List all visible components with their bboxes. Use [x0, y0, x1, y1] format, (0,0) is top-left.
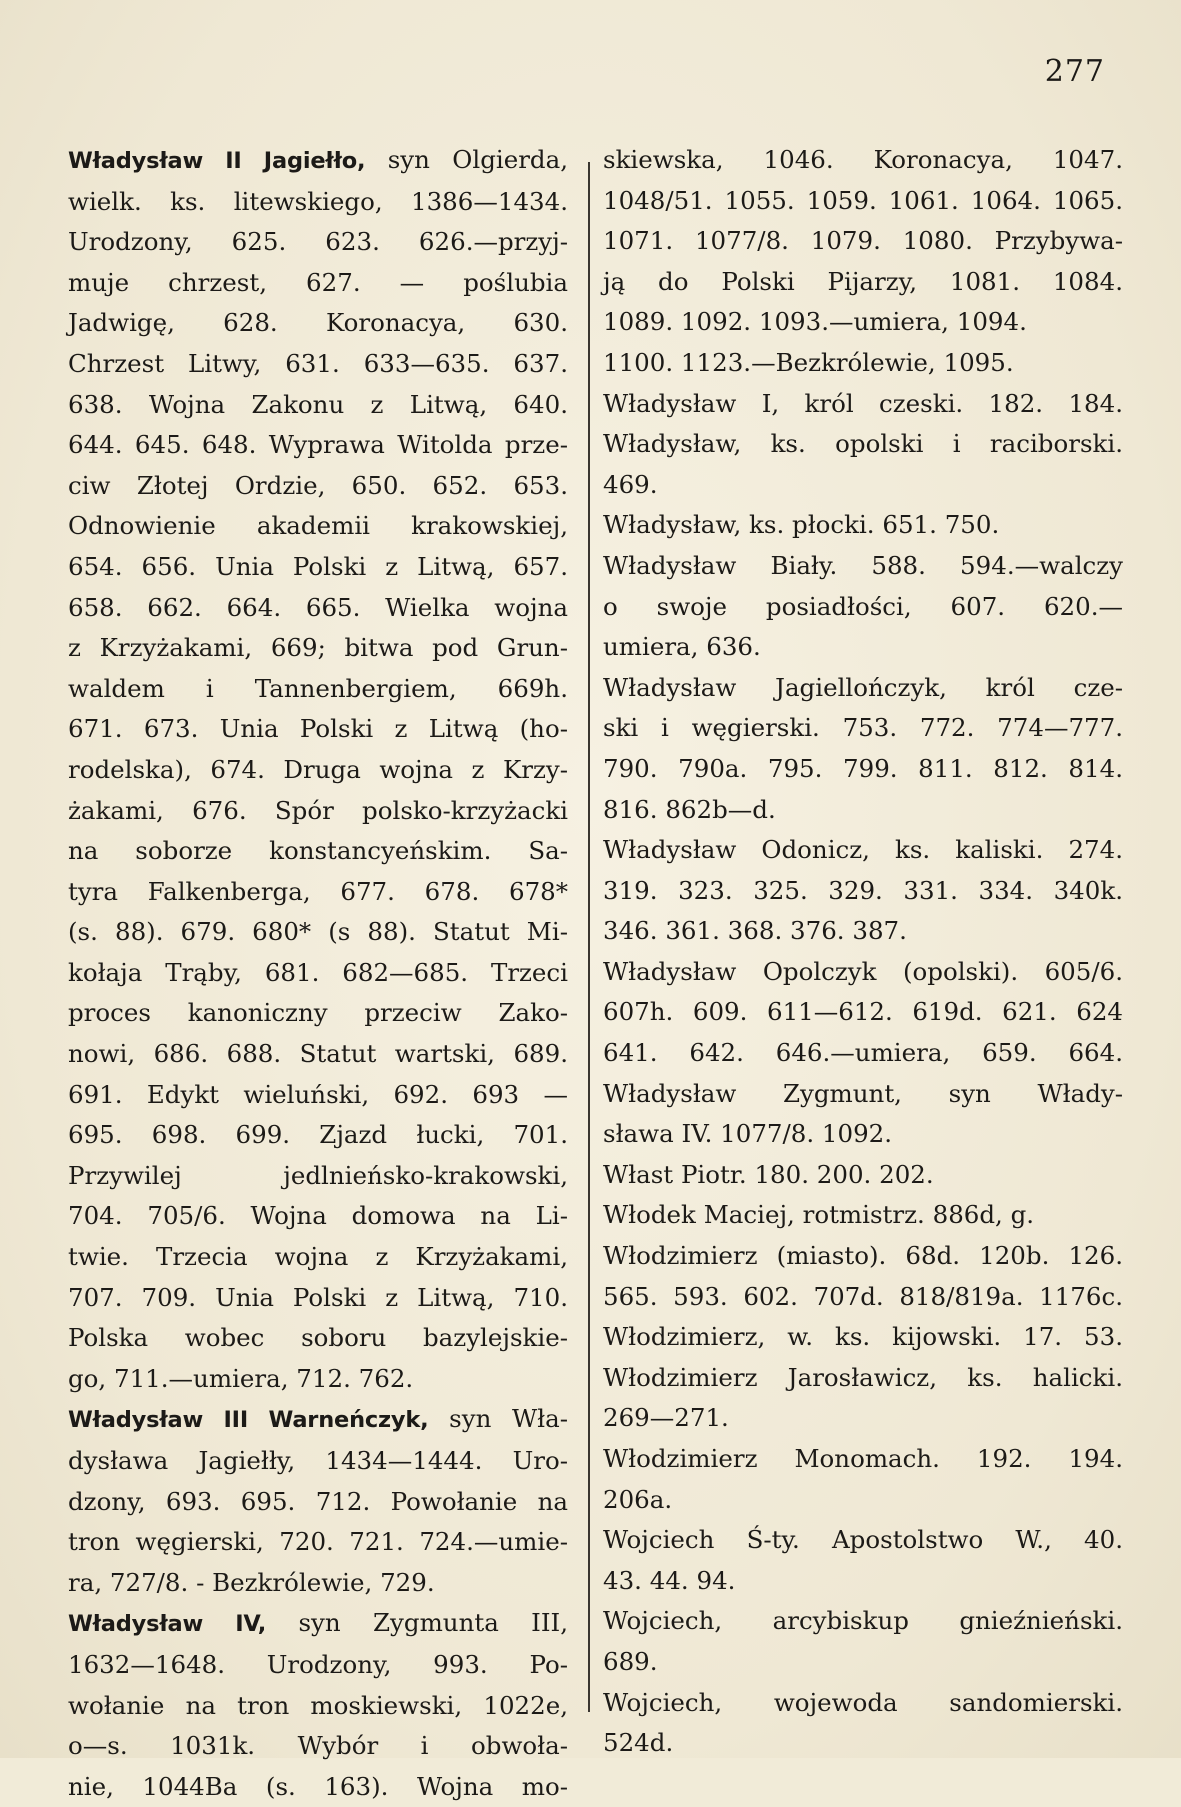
left-index-line [68, 385, 568, 426]
left-index-line [68, 628, 568, 669]
left-index-line [68, 912, 568, 953]
entry-text: Wojciech, wojewoda sandomierski. [603, 1687, 1123, 1717]
left-index-line [68, 831, 568, 872]
left-index-line [68, 1441, 568, 1482]
right-index-line [603, 627, 1123, 668]
left-index-line [68, 993, 568, 1034]
entry-text: waldem i Tannenbergiem, 669h. [68, 673, 568, 703]
entry-text: Wojciech Ś-ty. Apostolstwo W., 40. [603, 1525, 1123, 1555]
entry-text: go, 711.—umiera, 712. 762. [68, 1363, 414, 1393]
right-index-line [603, 424, 1123, 465]
entry-text: 565. 593. 602. 707d. 818/819a. 1176c. [603, 1281, 1123, 1311]
entry-text: 816. 862b—d. [603, 794, 776, 824]
left-index-line [68, 303, 568, 344]
right-index-line [603, 992, 1123, 1033]
entry-text: tron węgierski, 720. 721. 724.—umie- [68, 1527, 568, 1557]
right-index-line [603, 1074, 1123, 1115]
entry-text: Urodzony, 625. 623. 626.—przyj- [68, 227, 568, 257]
left-index-line [68, 506, 568, 547]
left-index-line [68, 669, 568, 710]
entry-text: o—s. 1031k. Wybór i obwoła- [68, 1731, 568, 1761]
right-index-line [603, 465, 1123, 506]
right-index-line [603, 1033, 1123, 1074]
right-index-line [603, 1114, 1123, 1155]
right-index-line [603, 830, 1123, 871]
left-index-line [68, 791, 568, 832]
entry-text: 319. 323. 325. 329. 331. 334. 340k. [603, 875, 1123, 905]
left-index-line [68, 1115, 568, 1156]
left-index-line [68, 1156, 568, 1197]
entry-text: 695. 698. 699. Zjazd łucki, 701. [68, 1120, 568, 1150]
entry-text: Jadwigę, 628. Koronacya, 630. [68, 308, 568, 338]
column-divider [588, 162, 590, 1712]
entry-headword: Władysław IV, [68, 1611, 267, 1638]
right-index-line [603, 181, 1123, 222]
entry-headword: Władysław II Jagiełło, [68, 148, 366, 174]
entry-text: 689. [603, 1646, 658, 1676]
left-index-line [68, 1726, 568, 1767]
left-index-line [68, 222, 568, 263]
entry-text: 206a. [603, 1484, 673, 1514]
left-index-line [68, 547, 568, 588]
left-index-line [68, 1482, 568, 1523]
entry-text: 658. 662. 664. 665. Wielka wojna [68, 592, 568, 622]
page-number: 277 [1044, 54, 1105, 89]
entry-text: Wojciech, arcybiskup gnieźnieński. [603, 1606, 1123, 1636]
right-index-line [603, 1317, 1123, 1358]
entry-text: Polska wobec soboru bazylejskie- [68, 1323, 568, 1353]
left-index-line [68, 466, 568, 507]
entry-text: Przywilej jedlnieńsko-krakowski, [68, 1160, 568, 1190]
right-index-line [603, 749, 1123, 790]
entry-text: 707. 709. Unia Polski z Litwą, 710. [68, 1282, 568, 1312]
entry-text: 269—271. [603, 1403, 729, 1433]
entry-text: 641. 642. 646.—umiera, 659. 664. [603, 1038, 1123, 1068]
entry-text: żakami, 676. Spór polsko-krzyżacki [68, 795, 568, 825]
left-index-line [68, 1645, 568, 1686]
entry-text: Włodzimierz, w. ks. kijowski. 17. 53. [603, 1322, 1123, 1352]
entry-text: o swoje posiadłości, 607. 620.— [603, 591, 1123, 621]
left-index-line [68, 1603, 568, 1645]
entry-text: 691. Edykt wieluński, 692. 693 — [68, 1079, 568, 1109]
right-index-line [603, 1358, 1123, 1399]
right-index-line [603, 1155, 1123, 1196]
left-index-line [68, 1318, 568, 1359]
entry-text: 638. Wojna Zakonu z Litwą, 640. [68, 389, 568, 419]
right-index-line [603, 1561, 1123, 1602]
left-index-line [68, 182, 568, 223]
right-index-line [603, 1439, 1123, 1480]
entry-text: 607h. 609. 611—612. 619d. 621. 624 [603, 997, 1123, 1027]
entry-text: Chrzest Litwy, 631. 633—635. 637. [68, 348, 568, 378]
entry-text: 1100. 1123.—Bezkrólewie, 1095. [603, 347, 1014, 377]
entry-text: umiera, 636. [603, 632, 761, 662]
left-column [68, 140, 568, 1807]
right-index-line [603, 140, 1123, 181]
entry-text: 43. 44. 94. [603, 1565, 736, 1595]
entry-text: dysława Jagiełły, 1434—1444. Uro- [68, 1446, 568, 1475]
right-index-line [603, 1236, 1123, 1277]
right-index-line [603, 302, 1123, 343]
entry-text: 1632—1648. Urodzony, 993. Po- [68, 1649, 568, 1679]
right-index-line [603, 546, 1123, 587]
entry-text: wielk. ks. litewskiego, 1386—1434. [68, 186, 568, 216]
entry-text: Włodek Maciej, rotmistrz. 886d, g. [603, 1200, 1035, 1230]
entry-text: Włodzimierz (miasto). 68d. 120b. 126. [603, 1241, 1123, 1271]
right-index-line [603, 1277, 1123, 1318]
entry-text: ją do Polski Pijarzy, 1081. 1084. [603, 266, 1123, 296]
entry-text: muje chrzest, 627. — poślubia [68, 267, 568, 297]
entry-text: z Krzyżakami, 669; bitwa pod Grun- [68, 633, 568, 663]
left-index-line [68, 709, 568, 750]
entry-text: Władysław Opolczyk (opolski). 605/6. [603, 956, 1123, 986]
entry-text: 1048/51. 1055. 1059. 1061. 1064. 1065. [603, 185, 1123, 215]
right-index-line [603, 221, 1123, 262]
entry-text: 1071. 1077/8. 1079. 1080. Przybywa- [603, 226, 1123, 256]
right-index-line [603, 1398, 1123, 1439]
entry-text: syn Zygmunta III, [266, 1608, 569, 1638]
left-index-line [68, 1034, 568, 1075]
left-index-line [68, 1075, 568, 1116]
entry-text: syn Wła- [428, 1404, 568, 1434]
left-index-line [68, 344, 568, 385]
entry-text: syn Olgierda, [365, 145, 568, 174]
right-index-line [603, 708, 1123, 749]
right-index-line [603, 343, 1123, 384]
entry-text: sława IV. 1077/8. 1092. [603, 1119, 893, 1149]
right-index-line [603, 1520, 1123, 1561]
right-index-line [603, 1683, 1123, 1724]
entry-text: skiewska, 1046. Koronacya, 1047. [603, 145, 1123, 174]
left-index-line [68, 1686, 568, 1727]
entry-text: proces kanoniczny przeciw Zako- [68, 998, 568, 1028]
entry-text: Odnowienie akademii krakowskiej, [68, 511, 568, 541]
left-index-line [68, 750, 568, 791]
entry-text: twie. Trzecia wojna z Krzyżakami, [68, 1242, 568, 1272]
entry-text: 1089. 1092. 1093.—umiera, 1094. [603, 307, 1027, 337]
right-index-line [603, 587, 1123, 628]
left-index-line [68, 1563, 568, 1604]
right-index-line [603, 952, 1123, 993]
entry-text: Władysław Odonicz, ks. kaliski. 274. [603, 835, 1123, 865]
entry-text: Władysław Biały. 588. 594.—walczy [603, 550, 1123, 580]
left-index-line [68, 1767, 568, 1807]
left-index-line [68, 1399, 568, 1441]
entry-text: nowi, 686. 688. Statut wartski, 689. [68, 1039, 568, 1069]
entry-text: ciw Złotej Ordzie, 650. 652. 653. [68, 470, 568, 500]
right-index-line [603, 1480, 1123, 1521]
right-column [603, 140, 1123, 1764]
entry-text: 469. [603, 469, 658, 499]
entry-text: 644. 645. 648. Wyprawa Witolda prze- [68, 430, 568, 460]
left-index-line [68, 1278, 568, 1319]
entry-text: kołaja Trąby, 681. 682—685. Trzeci [68, 957, 568, 987]
right-index-line [603, 1601, 1123, 1642]
right-index-line [603, 1642, 1123, 1683]
entry-text: Władysław Jagiellończyk, król cze- [603, 672, 1123, 702]
entry-text: (s. 88). 679. 680* (s 88). Statut Mi- [68, 917, 568, 947]
entry-text: 346. 361. 368. 376. 387. [603, 916, 907, 946]
entry-text: rodelska), 674. Druga wojna z Krzy- [68, 754, 568, 784]
entry-headword: Władysław III Warneńczyk, [68, 1407, 429, 1434]
left-index-line [68, 872, 568, 913]
entry-text: Władysław, ks. płocki. 651. 750. [603, 510, 1000, 540]
entry-text: 524d. [603, 1728, 674, 1758]
entry-text: Włast Piotr. 180. 200. 202. [603, 1159, 934, 1189]
right-index-line [603, 871, 1123, 912]
left-index-line [68, 425, 568, 466]
entry-text: Władysław I, król czeski. 182. 184. [603, 388, 1123, 418]
entry-text: Włodzimierz Jarosławicz, ks. halicki. [603, 1362, 1123, 1392]
entry-text: Władysław Zygmunt, syn Włady- [603, 1078, 1123, 1108]
left-index-line [68, 1359, 568, 1400]
entry-text: na soborze konstancyeńskim. Sa- [68, 836, 568, 866]
right-index-line [603, 505, 1123, 546]
entry-text: ski i węgierski. 753. 772. 774—777. [603, 713, 1123, 743]
left-index-line [68, 140, 568, 182]
entry-text: 671. 673. Unia Polski z Litwą (ho- [68, 714, 568, 744]
left-index-line [68, 588, 568, 629]
entry-text: 654. 656. Unia Polski z Litwą, 657. [68, 551, 568, 581]
right-index-line [603, 262, 1123, 303]
entry-text: nie, 1044Ba (s. 163). Wojna mo- [68, 1771, 568, 1801]
entry-text: Władysław, ks. opolski i raciborski. [603, 429, 1123, 459]
right-index-line [603, 911, 1123, 952]
entry-text: 790. 790a. 795. 799. 811. 812. 814. [603, 753, 1123, 783]
right-index-line [603, 1195, 1123, 1236]
entry-text: dzony, 693. 695. 712. Powołanie na [68, 1486, 568, 1516]
left-index-line [68, 953, 568, 994]
left-index-line [68, 263, 568, 304]
right-index-line [603, 790, 1123, 831]
entry-text: wołanie na tron moskiewski, 1022e, [68, 1690, 568, 1720]
left-index-line [68, 1522, 568, 1563]
entry-text: Włodzimierz Monomach. 192. 194. [603, 1444, 1123, 1473]
left-index-line [68, 1237, 568, 1278]
entry-text: tyra Falkenberga, 677. 678. 678* [68, 876, 568, 906]
entry-text: 704. 705/6. Wojna domowa na Li- [68, 1201, 568, 1231]
entry-text: ra, 727/8. - Bezkrólewie, 729. [68, 1567, 435, 1597]
right-index-line [603, 668, 1123, 709]
right-index-line [603, 384, 1123, 425]
left-index-line [68, 1196, 568, 1237]
